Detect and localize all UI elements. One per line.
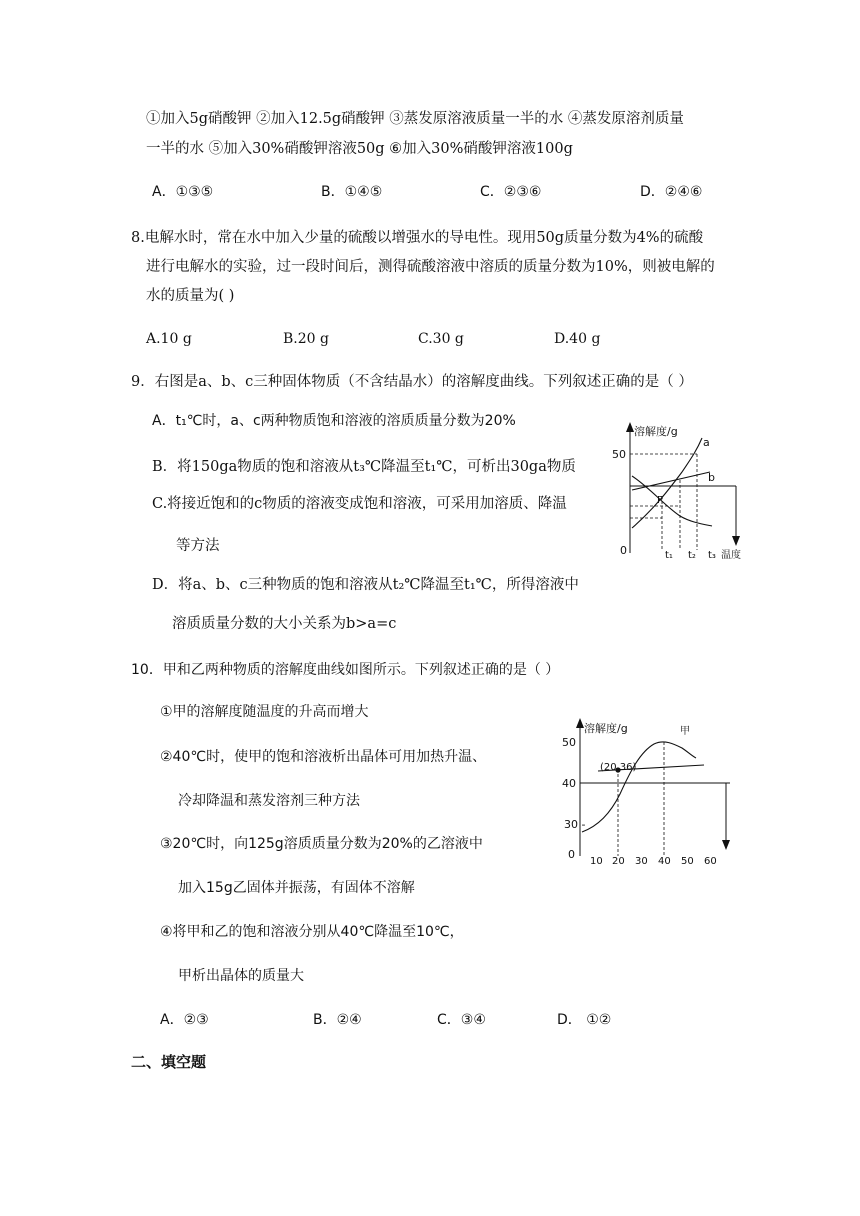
- q7-option-d: D．②④⑥: [640, 184, 703, 200]
- q9-option-c-line2: 等方法: [176, 538, 220, 554]
- q9-curve-c: [632, 476, 712, 526]
- q10-xtick-10: 10: [590, 856, 603, 867]
- q10-statement-3-line2: 加入15g乙固体并振荡，有固体不溶解: [178, 880, 415, 896]
- q9-option-a: A．t₁℃时，a、c两种物质饱和溶液的溶质质量分数为20%: [152, 413, 516, 429]
- q10-y50-label: 50: [562, 736, 576, 749]
- q9-t3-label: t₃: [708, 550, 716, 561]
- q8-option-d: D.40 g: [554, 331, 601, 347]
- q7-option-c: C．②③⑥: [480, 184, 542, 200]
- q9-stem: 9．右图是a、b、c三种固体物质（不含结晶水）的溶解度曲线。下列叙述正确的是（ ）: [131, 374, 693, 390]
- q7-line2: 一半的水 ⑤加入30%硝酸钾溶液50g ⑥加入30%硝酸钾溶液100g: [146, 141, 573, 157]
- section-fill-in-blank-heading: 二、填空题: [131, 1053, 207, 1071]
- q9-origin-label: 0: [620, 544, 627, 557]
- q10-option-d: D． ①②: [557, 1012, 612, 1028]
- q10-option-b: B．②④: [313, 1012, 362, 1028]
- q10-xtick-30: 30: [635, 856, 648, 867]
- q10-xtick-20: 20: [612, 856, 625, 867]
- q9-option-c-line1: C.将接近饱和的c物质的溶液变成饱和溶液，可采用加溶质、降温: [152, 496, 567, 512]
- q9-solubility-graph: [610, 418, 760, 568]
- q10-statement-1: ①甲的溶解度随温度的升高而增大: [160, 704, 369, 720]
- q8-option-b: B.20 g: [283, 331, 329, 347]
- q10-xtick-40: 40: [658, 856, 671, 867]
- q9-option-d-line1: D．将a、b、c三种物质的饱和溶液从t₂℃降温至t₁℃，所得溶液中: [152, 577, 579, 593]
- q7-line1: ①加入5g硝酸钾 ②加入12.5g硝酸钾 ③蒸发原溶液质量一半的水 ④蒸发原溶剂质量: [146, 111, 684, 127]
- q9-xlabel: 温度: [721, 550, 741, 561]
- q10-y0-label: 0: [568, 848, 575, 861]
- q9-option-d-line2: 溶质质量分数的大小关系为b>a=c: [172, 616, 397, 632]
- q10-ylabel: 溶解度/g: [584, 722, 628, 735]
- q10-solubility-graph: [558, 714, 738, 870]
- q9-curve-a: [632, 438, 702, 528]
- q10-statement-2-line2: 冷却降温和蒸发溶剂三种方法: [178, 793, 360, 809]
- q9-axis-drop-arrow: [732, 536, 740, 546]
- q9-curve-b-label: b: [708, 471, 715, 484]
- q8-option-c: C.30 g: [418, 331, 464, 347]
- q8-option-a: A.10 g: [146, 331, 192, 347]
- q10-statement-4-line2: 甲析出晶体的质量大: [178, 968, 304, 984]
- q10-y40-label: 40: [562, 777, 576, 790]
- q9-y50-label: 50: [612, 448, 626, 461]
- q10-statement-3-line1: ③20℃时，向125g溶质质量分数为20%的乙溶液中: [160, 836, 483, 852]
- q7-option-b: B．①④⑤: [321, 184, 383, 200]
- q10-xtick-50: 50: [681, 856, 694, 867]
- q9-option-b: B．将150ga物质的饱和溶液从t₃℃降温至t₁℃，可析出30ga物质: [152, 459, 576, 475]
- q7-option-a: A．①③⑤: [152, 184, 214, 200]
- q10-point-label: (20,36): [600, 762, 637, 773]
- q10-statement-4-line1: ④将甲和乙的饱和溶液分别从40℃降温至10℃，: [160, 924, 464, 940]
- q10-y-axis-arrow: [576, 718, 584, 728]
- q10-jia-label: 甲: [680, 726, 690, 737]
- q9-t2-label: t₂: [688, 550, 696, 561]
- q10-xtick-60: 60: [704, 856, 717, 867]
- q10-stem: 10．甲和乙两种物质的溶解度曲线如图所示。下列叙述正确的是（ ）: [131, 662, 560, 678]
- q9-point-p-label: P: [657, 495, 664, 506]
- q10-curve-jia: [582, 742, 696, 832]
- q9-curve-a-label: a: [703, 436, 710, 449]
- q8-line1: 8.电解水时，常在水中加入少量的硫酸以增强水的导电性。现用50g质量分数为4%的硫酸: [131, 230, 704, 246]
- q9-ylabel: 溶解度/g: [634, 425, 678, 438]
- q8-line2: 进行电解水的实验，过一段时间后，测得硫酸溶液中溶质的质量分数为10%，则被电解的: [146, 259, 715, 275]
- q10-option-c: C．③④: [437, 1012, 486, 1028]
- q10-option-a: A．②③: [160, 1012, 209, 1028]
- q9-y-axis-arrow: [626, 422, 634, 432]
- q10-axis-drop-arrow: [722, 840, 730, 850]
- q8-line3: 水的质量为( ): [146, 288, 235, 304]
- q10-y30-label: 30 -: [564, 818, 586, 831]
- q10-statement-2-line1: ②40℃时，使甲的饱和溶液析出晶体可用加热升温、: [160, 749, 487, 765]
- q9-t1-label: t₁: [665, 550, 673, 561]
- q9-curve-b: [632, 472, 710, 490]
